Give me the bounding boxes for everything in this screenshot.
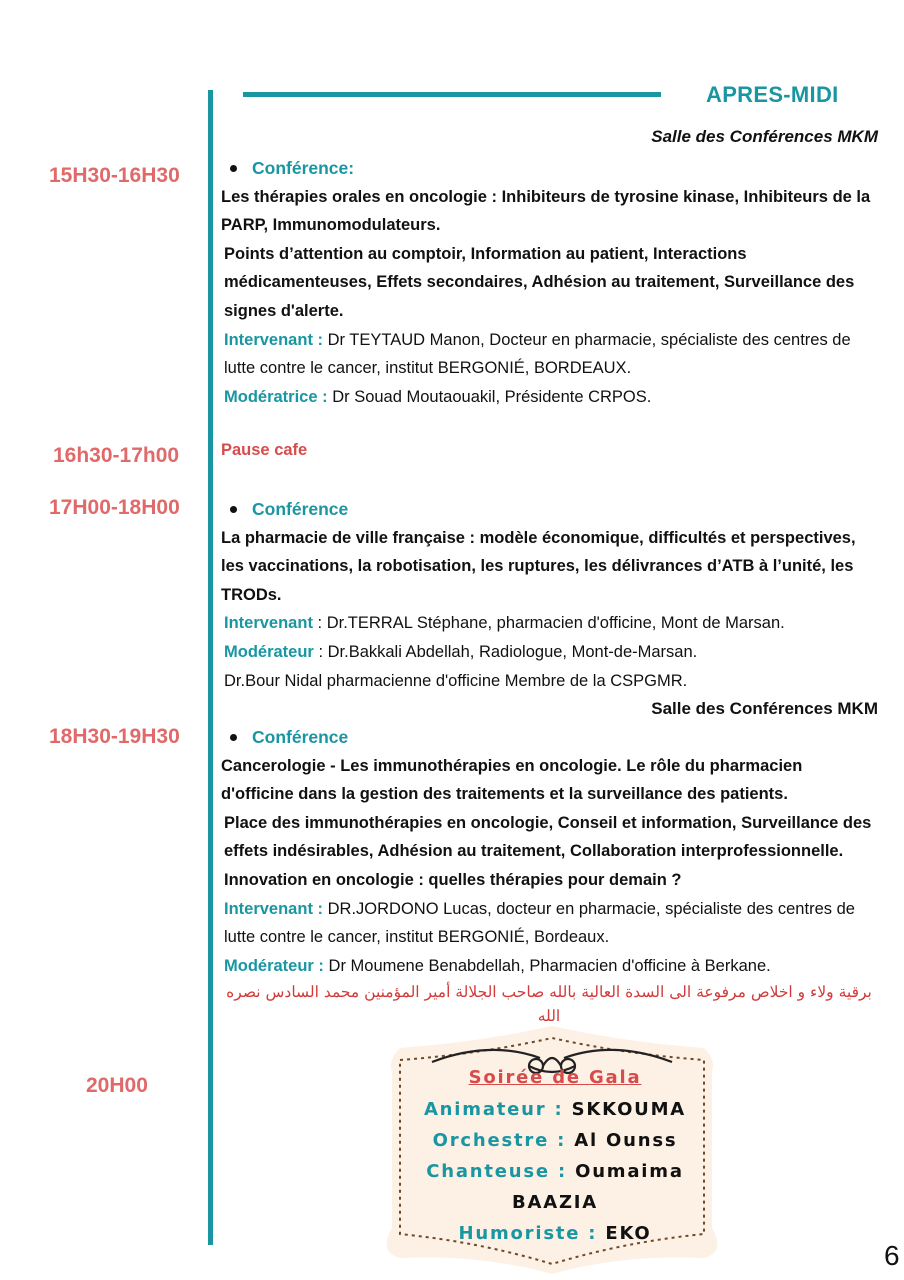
bullet-icon	[230, 734, 237, 741]
moderator-line	[221, 383, 876, 412]
gala-row	[380, 1125, 730, 1156]
moderator-name: Dr Moumene Benabdellah, Pharmacien d'officine à Berkane.	[323, 956, 771, 975]
session-subtitle: Place des immunothérapies en oncologie, Conseil et information, Surveillance des effets indésirables, Adhésion au traitement, Collaboration interprofessionnelle.	[224, 813, 872, 861]
section-title: APRES-MIDI	[706, 82, 839, 107]
session-type	[221, 723, 876, 752]
timeline-line	[208, 90, 213, 1245]
speaker-name: Dr TEYTAUD Manon, Docteur en pharmacie, spécialiste des centres de lutte contre le cancer, institut BERGONIÉ, BORDEAUX.	[224, 330, 851, 378]
time-slot: 17H00-18H00	[49, 496, 180, 519]
session-title: Cancerologie - Les immunothérapies en oncologie. Le rôle du pharmacien d'officine dans la gestion des traitements et la surveillance des patients.	[221, 756, 803, 804]
time-slot: 18H30-19H30	[49, 725, 180, 748]
speaker-line	[221, 895, 876, 952]
pause-label: Pause cafe	[221, 441, 308, 459]
session-block	[221, 495, 876, 695]
moderator-line	[221, 952, 876, 981]
venue-label: Salle des Conférences MKM	[651, 699, 878, 718]
moderator-label: Modératrice :	[224, 387, 328, 406]
moderator-name: Dr Souad Moutaouakil, Présidente CRPOS.	[327, 387, 652, 406]
speaker-label: Intervenant :	[224, 899, 324, 918]
speaker-name: : Dr.TERRAL Stéphane, pharmacien d'officine, Mont de Marsan.	[312, 614, 785, 633]
gala-row	[380, 1218, 730, 1249]
session-title: La pharmacie de ville française : modèle économique, difficultés et perspectives, les vaccinations, la robotisation, les ruptures, les délivrances d’ATB à l’unité, les TRODs.	[221, 528, 856, 604]
moderator-line	[221, 638, 876, 667]
session-subtitle-2: Innovation en oncologie : quelles thérapies pour demain ?	[224, 870, 682, 889]
moderator-name: : Dr.Bakkali Abdellah, Radiologue, Mont-de-Marsan.	[313, 642, 698, 661]
bullet-icon	[230, 506, 237, 513]
session-block	[221, 723, 876, 980]
time-slot: 20H00	[86, 1074, 148, 1097]
gala-row	[380, 1156, 730, 1218]
gala-card	[380, 1067, 730, 1249]
session-type-label: Conférence:	[252, 158, 355, 178]
gala-role-value: SKKOUMA	[571, 1099, 687, 1120]
page-number: 6	[884, 1240, 900, 1271]
session-title: Les thérapies orales en oncologie : Inhibiteurs de tyrosine kinase, Inhibiteurs de la PARP, Immunomodulateurs.	[221, 187, 871, 235]
speaker-label: Intervenant	[224, 614, 313, 633]
session-type-label: Conférence	[252, 727, 349, 747]
bullet-icon	[230, 165, 237, 172]
gala-role-label: Orchestre :	[432, 1130, 567, 1151]
speaker-name: DR.JORDONO Lucas, docteur en pharmacie, spécialiste des centres de lutte contre le cancer, institut BERGONIÉ, Bordeaux.	[224, 899, 855, 947]
moderator-label: Modérateur	[224, 642, 314, 661]
time-slot: 15H30-16H30	[49, 164, 180, 187]
moderator-label: Modérateur :	[224, 956, 324, 975]
speaker-label: Intervenant :	[224, 330, 324, 349]
session-type-label: Conférence	[252, 499, 349, 519]
extra-line: Dr.Bour Nidal pharmacienne d'officine Membre de la CSPGMR.	[224, 671, 688, 690]
speaker-line	[221, 609, 876, 638]
gala-role-label: Animateur :	[423, 1099, 564, 1120]
session-type	[221, 154, 876, 183]
arabic-message: برقية ولاء و اخلاص مرفوعة الى السدة العالية بالله صاحب الجلالة أمير المؤمنين محمد السادس نصره الله	[226, 983, 872, 1025]
gala-row	[380, 1094, 730, 1125]
gala-role-value: Oumaima BAAZIA	[511, 1161, 684, 1213]
gala-role-label: Humoriste :	[458, 1223, 598, 1244]
gala-role-value: EKO	[605, 1223, 652, 1244]
session-subtitle: Points d’attention au comptoir, Information au patient, Interactions médicamenteuses, Effets secondaires, Adhésion au traitement, Surveillance des signes d'alerte.	[224, 244, 855, 320]
gala-role-value: Al Ounss	[574, 1130, 678, 1151]
gala-title: Soirée de Gala	[468, 1067, 642, 1088]
time-slot: 16h30-17h00	[53, 444, 180, 467]
speaker-line	[221, 326, 876, 383]
session-type	[221, 495, 876, 524]
venue-label: Salle des Conférences MKM	[651, 127, 878, 146]
header-rule	[243, 92, 661, 97]
session-block	[221, 154, 876, 411]
gala-role-label: Chanteuse :	[426, 1161, 568, 1182]
